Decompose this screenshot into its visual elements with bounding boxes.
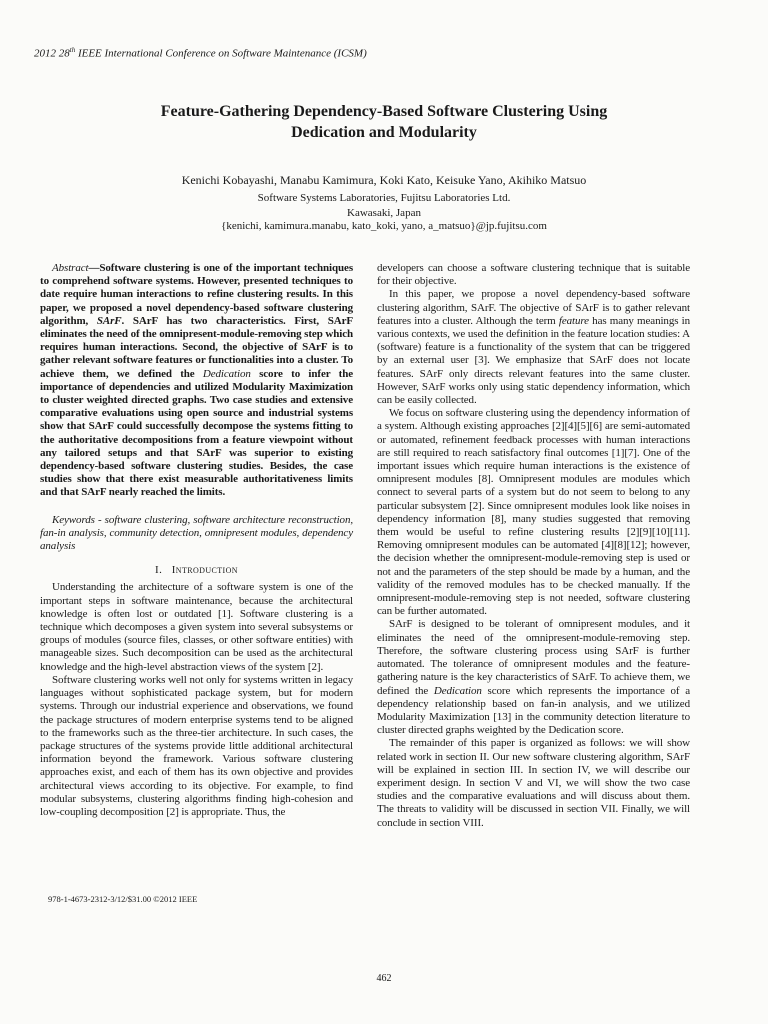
intro-paragraph-1: Understanding the architecture of a software system is one of the important steps in software maintenance, because the architectural knowledge is often lost or outdated [1]. Software clustering is a technique which decomposes a given system into several subsystems or groups of modules (source files, classes, or other software entities) with manageable sizes. Such decomposition can be used as the architectural knowledge and the high-level abstraction views of the system [2]. [40,581,353,673]
section-heading-introduction: I. Introduction [155,564,238,577]
title-line-1: Feature-Gathering Dependency-Based Software Clustering Using [160,103,608,120]
left-column [40,262,353,819]
paper-title [80,101,688,143]
right-paragraph-2: We focus on software clustering using the dependency information of a system. Although existing approaches [2][4][5][6] are semi-automated or automated, refinement feedback processes with human interactions are still required to reach satisfactory final outcomes [1][7]. One of the important issues which require human interactions is the existence of omnipresent modules [8]. Omnipresent modules are modules which connect to several parts of a system but do not seem to belong to any particular subsystem [2]. Since omnipresent modules look like noises in dependency information [8], many studies suggested that removing them would be useful to refine clustering results [2][9][10][11]. Removing omnipresent modules can be automated [4][8][12]; however, the decision whether the omnipresent-module-removing step is used or not and the parameters of the step should be made by a human, and the validity of the removed modules has to be checked manually. If the omnipresent-module-removing step is not needed, software clustering can be further automated. [377,407,690,618]
right-paragraph-0: developers can choose a software clustering technique that is suitable for their objective. [377,262,690,288]
keywords: Keywords - software clustering, software architecture reconstruction, fan-in analysis, community detection, omnipresent modules, dependency analysis [40,513,353,553]
intro-paragraph-2: Software clustering works well not only for systems written in legacy languages without sophisticated package system, but for modern systems. Through our industrial experience and observations, we found the package structures of modern enterprise systems tend to be aligned to the frameworks such as the three-tier architecture. In such cases, the package structures of the systems provide little additional architectural information beyond the framework. Various software clustering approaches exist, and each of them has its own objective and provides architectural views according to its objective. For example, to find modular subsystems, clustering algorithms finding high-cohesion and low-coupling decomposition [2] is appropriate. Thus, the [40,673,353,818]
right-paragraph-1: In this paper, we propose a novel dependency-based software clustering algorithm, SArF. The objective of SArF is to gather relevant features into a cluster. Although the term feature has many meanings in various contexts, we used the definition in the feature location studies: A (software) feature is a functionality of the system that can be triggered by an external user [3]. We emphasize that SArF does not locate features. SArF only directs relevant features into the same cluster. However, SArF works only using static dependency information, which can be easily collected. [377,288,690,407]
title-line-2: Dedication and Modularity [291,124,477,141]
conference-header: 2012 28th IEEE International Conference on Software Maintenance (ICSM) [34,46,367,60]
page-number: 462 [376,973,392,984]
right-column [377,262,690,830]
right-paragraph-4: The remainder of this paper is organized as follows: we will show related work in section II. Our new software clustering algorithm, SArF will be explained in section III. In section IV, we will describe our experiment design. In section V and VI, we will show the two case studies and the comparative evaluations and will discuss about them. The threats to validity will be discussed in section VII. Finally, we will conclude in section VIII. [377,737,690,829]
abstract: Abstract—Software clustering is one of the important techniques to comprehend software systems. However, presented techniques to date require human interactions to refine clustering results. In this paper, we proposed a novel dependency-based software clustering algorithm, SArF. SArF has two characteristics. First, SArF eliminates the need of the omnipresent-module-removing step which requires human interactions. Second, the objective of SArF is to gather relevant software features or functionalities into a cluster. To achieve them, we defined the Dedication score to infer the importance of dependencies and utilized Modularity Maximization to cluster weighted directed graphs. Two case studies and extensive comparative evaluations using open source and industrial systems show that SArF could successfully decompose the systems fitting to the authoritative decompositions from a feature viewpoint without any tailored setups and that SArF was superior to existing dependency-based software clustering studies. Besides, the case studies show that there exist measurable authoritativeness limits and that SArF nearly reached the limits. [40,262,354,499]
affiliation-org: Software Systems Laboratories, Fujitsu Laboratories Ltd. [257,192,511,204]
right-paragraph-3: SArF is designed to be tolerant of omnipresent modules, and it eliminates the need of the omnipresent-module-removing step. Therefore, the software clustering process using SArF is further automated. The tolerance of omnipresent modules and the feature-gathering nature is the key characteristics of SArF. To achieve them, we defined the Dedication score which represents the importance of a dependency relationship based on fan-in analysis, and we utilized Modularity Maximization [13] in the community detection literature to cluster directed graphs weighted by the Dedication score. [377,618,690,737]
affiliation-email: {kenichi, kamimura.manabu, kato_koki, yano, a_matsuo}@jp.fujitsu.com [221,220,547,232]
affiliation-city: Kawasaki, Japan [347,207,421,219]
author-list: Kenichi Kobayashi, Manabu Kamimura, Koki Kato, Keisuke Yano, Akihiko Matsuo [181,173,587,187]
copyright-line: 978-1-4673-2312-3/12/$31.00 ©2012 IEEE [48,894,198,904]
